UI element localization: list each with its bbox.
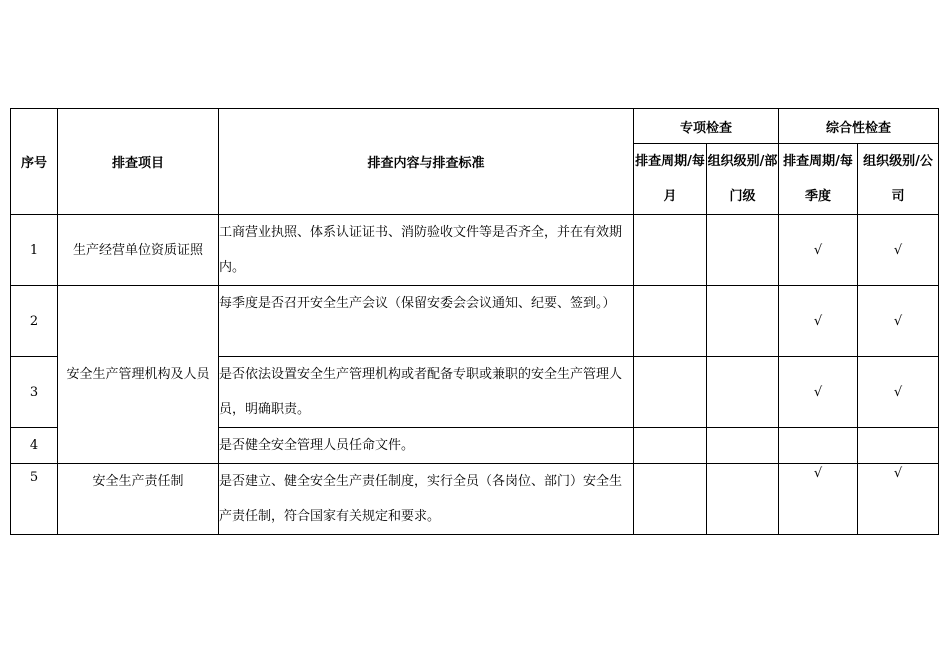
special-level-cell <box>707 286 779 357</box>
header-row-1 <box>11 109 939 144</box>
row-content: 每季度是否召开安全生产会议（保留安委会会议通知、纪要、签到。） <box>219 286 634 357</box>
comp-cycle-check: √ <box>779 464 858 535</box>
header-comp-level: 组织级别/公司 <box>858 144 939 215</box>
header-seq: 序号 <box>11 109 58 215</box>
comp-level-check: √ <box>858 286 939 357</box>
row-number: 5 <box>11 464 58 535</box>
row-number: 4 <box>11 428 58 464</box>
comp-cycle-check: √ <box>779 357 858 428</box>
row-content: 是否建立、健全安全生产责任制度，实行全员（各岗位、部门）安全生产责任制，符合国家有关规定和要求。 <box>219 464 634 535</box>
table-row <box>11 215 939 286</box>
special-level-cell <box>707 215 779 286</box>
special-level-cell <box>707 428 779 464</box>
row-content: 是否依法设置安全生产管理机构或者配备专职或兼职的安全生产管理人员，明确职责。 <box>219 357 634 428</box>
special-cycle-cell <box>634 464 707 535</box>
row-item: 安全生产管理机构及人员 <box>58 286 219 464</box>
comp-level-check: √ <box>858 464 939 535</box>
header-content: 排查内容与排查标准 <box>219 109 634 215</box>
row-number: 1 <box>11 215 58 286</box>
special-cycle-cell <box>634 215 707 286</box>
comp-cycle-check: √ <box>779 286 858 357</box>
row-number: 2 <box>11 286 58 357</box>
inspection-table <box>10 108 939 535</box>
row-content: 工商营业执照、体系认证证书、消防验收文件等是否齐全，并在有效期内。 <box>219 215 634 286</box>
header-special-group: 专项检查 <box>634 109 779 144</box>
header-item: 排查项目 <box>58 109 219 215</box>
comp-level-cell <box>858 428 939 464</box>
header-special-level: 组织级别/部门级 <box>707 144 779 215</box>
row-number: 3 <box>11 357 58 428</box>
special-level-cell <box>707 357 779 428</box>
header-comprehensive-group: 综合性检查 <box>779 109 939 144</box>
table-row <box>11 286 939 357</box>
special-level-cell <box>707 464 779 535</box>
special-cycle-cell <box>634 428 707 464</box>
comp-cycle-check: √ <box>779 215 858 286</box>
row-item: 生产经营单位资质证照 <box>58 215 219 286</box>
comp-level-check: √ <box>858 215 939 286</box>
table-row <box>11 464 939 535</box>
special-cycle-cell <box>634 357 707 428</box>
special-cycle-cell <box>634 286 707 357</box>
header-comp-cycle: 排查周期/每季度 <box>779 144 858 215</box>
row-content: 是否健全安全管理人员任命文件。 <box>219 428 634 464</box>
comp-cycle-cell <box>779 428 858 464</box>
header-special-cycle: 排查周期/每月 <box>634 144 707 215</box>
comp-level-check: √ <box>858 357 939 428</box>
row-item: 安全生产责任制 <box>58 464 219 535</box>
